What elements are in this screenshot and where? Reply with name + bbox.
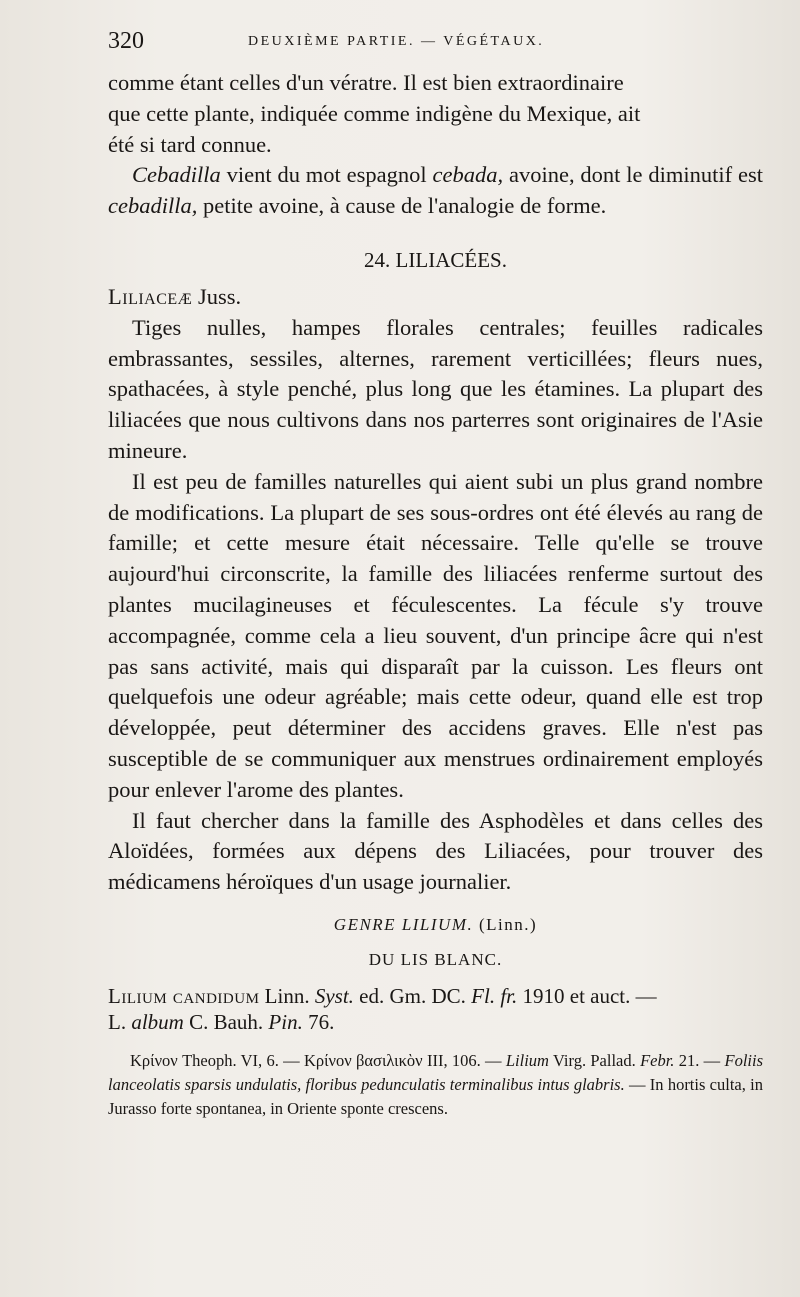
- species-flfr: Fl. fr.: [471, 984, 518, 1008]
- cebadilla-paragraph: [108, 160, 763, 222]
- cebadilla-text-1: vient du mot espagnol: [220, 162, 433, 188]
- species-album: album: [131, 1010, 184, 1034]
- species-text-4: L.: [108, 1010, 132, 1034]
- description-paragraph: Tiges nulles, hampes florales centrales; feuilles radicales embrassantes, sessiles, alternes, rarement verticillées; fleurs nues, spathacées, à style penché, plus long que les étamines. La plupart des liliacées que nous cultivons dans nos parterres sont originaires de l'Asie mineure.: [108, 314, 763, 463]
- section-title: LILIACÉES.: [395, 248, 507, 272]
- notes-text-1: Κρίνον Theoph. VI, 6. — Κρίνον βασιλικὸν III, 106. —: [130, 1051, 506, 1070]
- notes-paragraph: [108, 1049, 763, 1121]
- species-name: Lilium candidum: [108, 984, 260, 1008]
- section-heading: [108, 248, 763, 273]
- intro-line-3: été si tard connue.: [108, 131, 272, 157]
- section-number: 24.: [364, 248, 391, 272]
- species-text-1: Linn.: [259, 984, 315, 1008]
- intro-block: [108, 68, 763, 222]
- family-authority: [108, 282, 763, 313]
- intro-line-1: comme étant celles d'un vératre. Il est bien extraordinaire: [108, 70, 624, 95]
- term-cebada: cebada,: [432, 162, 504, 188]
- term-cebadilla-diminutive: cebadilla,: [108, 193, 198, 219]
- page-number: 320: [108, 28, 144, 54]
- species-text-5: C. Bauh.: [183, 1010, 269, 1034]
- notes-text-3: 21. —: [674, 1051, 725, 1070]
- notes-text-2: Virg. Pallad.: [548, 1051, 641, 1070]
- section-body: [108, 282, 763, 898]
- modifications-paragraph: Il est peu de familles naturelles qui aient subi un plus grand nombre de modifications. La plupart de ses sous-ordres ont été élevés au rang de famille; et cette mesure était nécessaire. Telle qu'elle se trouve aujourd'hui circonscrite, la famille des liliacées renferme surtout des plantes mucilagineuses et féculescentes. La fécule s'y trouve accompagnée, comme cela a lieu souvent, d'un principe âcre qui n'est pas sans activité, mais qui disparaît par la cuisson. Les fleurs ont quelquefois une odeur agréable; mais cette odeur, quand elle est trop développée, peut déterminer des accidens graves. Elle n'est pas susceptible de se communiquer aux menstrues ordinairement employés pour enlever l'arome des plantes.: [108, 468, 763, 802]
- notes-febr: Febr.: [640, 1051, 675, 1070]
- species-entry: [108, 983, 763, 1035]
- species-text-6: 76.: [302, 1010, 335, 1034]
- genus-heading: [108, 915, 763, 935]
- cebadilla-text-3: petite avoine, à cause de l'analogie de forme.: [197, 193, 607, 219]
- species-text-2: ed. Gm. DC.: [353, 984, 472, 1008]
- notes-lilium: Lilium: [505, 1051, 549, 1070]
- genus-subtitle: DU LIS BLANC.: [368, 950, 503, 969]
- species-pin: Pin.: [268, 1010, 303, 1034]
- species-syst: Syst.: [314, 984, 354, 1008]
- notes-text-4: — In hortis culta, in Jurasso forte spontanea, in Oriente sponte crescens.: [108, 1075, 763, 1118]
- species-text-3: 1910 et auct. —: [517, 984, 657, 1008]
- synonymy-notes: [108, 1049, 763, 1121]
- running-header: [108, 28, 758, 58]
- notes-diagnosis: Foliis lanceolatis sparsis undulatis, floribus pedunculatis terminalibus intus glabris.: [108, 1051, 764, 1094]
- authority-name: Liliaceæ: [108, 284, 193, 309]
- term-cebadilla: Cebadilla: [132, 162, 221, 188]
- genus-name: GENRE LILIUM.: [333, 915, 474, 934]
- cebadilla-text-2: avoine, dont le diminutif est: [503, 162, 763, 188]
- running-title: DEUXIÈME PARTIE. — VÉGÉTAUX.: [248, 34, 545, 49]
- authority-author: Juss.: [198, 284, 242, 309]
- asphodeles-paragraph: Il faut chercher dans la famille des Asphodèles et dans celles des Aloïdées, formées aux dépens des Liliacées, pour trouver des médicamens héroïques d'un usage journalier.: [108, 807, 763, 895]
- genus-authority: (Linn.): [473, 915, 538, 934]
- intro-line-2: que cette plante, indiquée comme indigène du Mexique, ait: [108, 100, 641, 126]
